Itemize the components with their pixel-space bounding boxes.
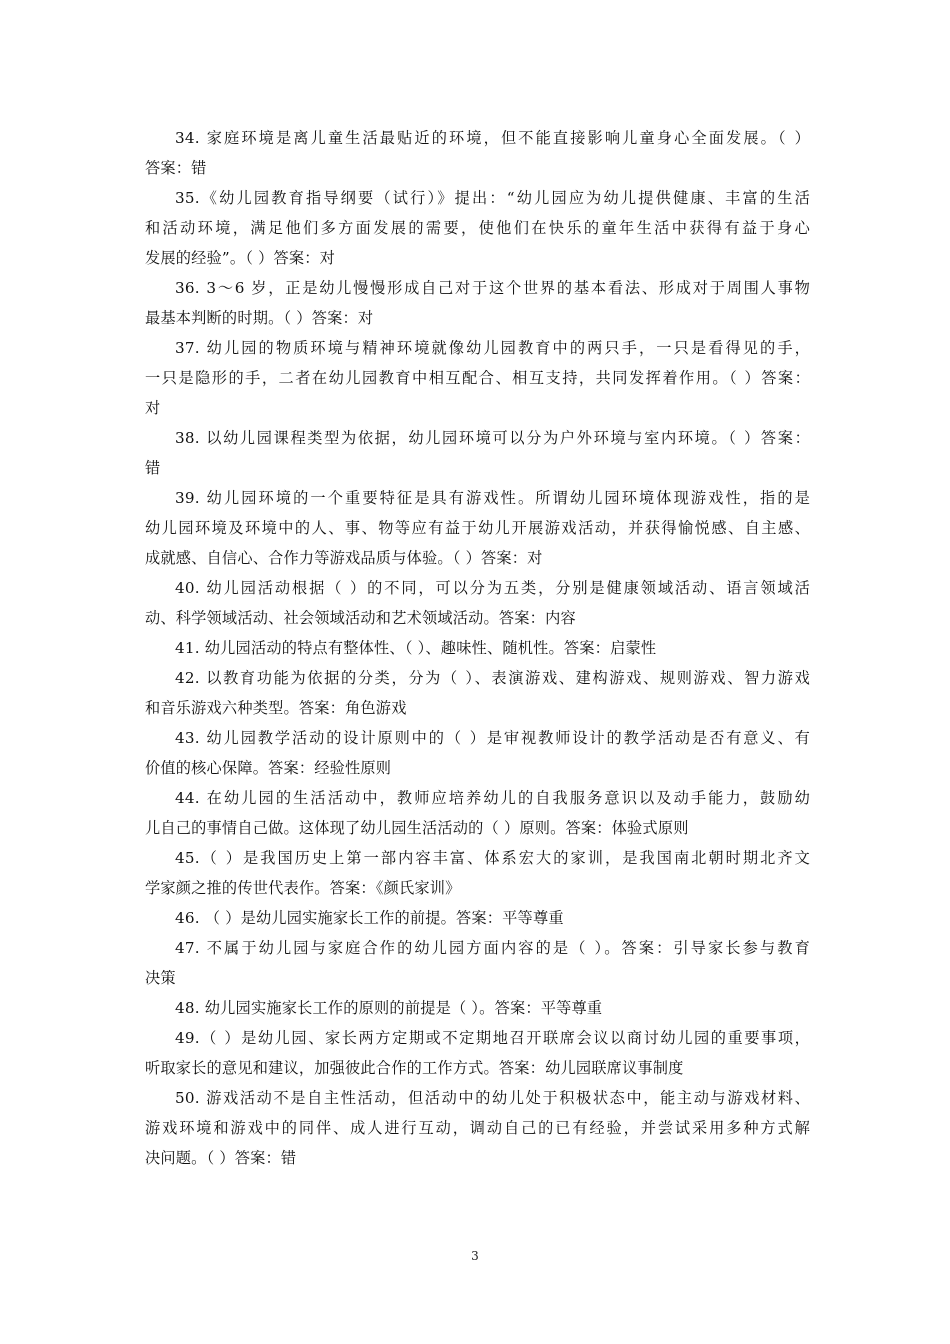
question-line: 46. （ ）是幼儿园实施家长工作的前提。答案：平等尊重 [175, 909, 564, 927]
question-line: 37. 幼儿园的物质环境与精神环境就像幼儿园教育中的两只手，一只是看得见的手， [175, 339, 810, 357]
question-line: 48. 幼儿园实施家长工作的原则的前提是（ ）。答案：平等尊重 [175, 999, 603, 1017]
question-line: 一只是隐形的手，二者在幼儿园教育中相互配合、相互支持，共同发挥着作用。（ ）答案： [145, 369, 810, 387]
question-line: 最基本判断的时期。（ ）答案：对 [145, 309, 374, 327]
question-line: 听取家长的意见和建议，加强彼此合作的工作方式。答案：幼儿园联席议事制度 [145, 1059, 684, 1077]
question-line: 50. 游戏活动不是自主性活动，但活动中的幼儿处于积极状态中，能主动与游戏材料、 [175, 1089, 810, 1107]
question-line: 40. 幼儿园活动根据（ ）的不同，可以分为五类，分别是健康领域活动、语言领域活 [175, 579, 810, 597]
question-line: 34. 家庭环境是离儿童生活最贴近的环境，但不能直接影响儿童身心全面发展。（ ） [175, 129, 810, 147]
question-item [145, 423, 810, 483]
question-item [145, 183, 810, 273]
question-item [145, 573, 810, 633]
question-line: 发展的经验”。（ ）答案：对 [145, 249, 336, 267]
question-item [145, 483, 810, 573]
question-line: 错 [145, 459, 161, 477]
question-line: 决问题。（ ）答案：错 [145, 1149, 297, 1167]
question-line: 38. 以幼儿园课程类型为依据，幼儿园环境可以分为户外环境与室内环境。（ ）答案： [175, 429, 810, 447]
question-item [145, 663, 810, 723]
question-line: 和活动环境，满足他们多方面发展的需要，使他们在快乐的童年生活中获得有益于身心 [145, 219, 810, 237]
question-line: 对 [145, 399, 161, 417]
question-item [145, 783, 810, 843]
question-line: 36. 3～6 岁，正是幼儿慢慢形成自己对于这个世界的基本看法、形成对于周围人事物 [175, 279, 810, 297]
question-list [145, 123, 810, 1173]
question-item [145, 843, 810, 903]
question-line: 44. 在幼儿园的生活活动中，教师应培养幼儿的自我服务意识以及动手能力，鼓励幼 [175, 789, 810, 807]
question-line: 45.（ ）是我国历史上第一部内容丰富、体系宏大的家训，是我国南北朝时期北齐文 [175, 849, 810, 867]
question-line: 和音乐游戏六种类型。答案：角色游戏 [145, 699, 407, 717]
question-line: 幼儿园环境及环境中的人、事、物等应有益于幼儿开展游戏活动，并获得愉悦感、自主感、 [145, 519, 810, 537]
question-line: 动、科学领域活动、社会领域活动和艺术领域活动。答案：内容 [145, 609, 576, 627]
question-item [145, 933, 810, 993]
question-line: 价值的核心保障。答案：经验性原则 [145, 759, 392, 777]
question-line: 43. 幼儿园教学活动的设计原则中的（ ）是审视教师设计的教学活动是否有意义、有 [175, 729, 810, 747]
question-line: 答案：错 [145, 159, 207, 177]
question-item [145, 273, 810, 333]
question-line: 41. 幼儿园活动的特点有整体性、（ ）、趣味性、随机性。答案：启蒙性 [175, 639, 657, 657]
question-line: 学家颜之推的传世代表作。答案：《颜氏家训》 [145, 879, 461, 897]
question-line: 成就感、自信心、合作力等游戏品质与体验。（ ）答案：对 [145, 549, 543, 567]
question-line: 35.《幼儿园教育指导纲要（试行）》提出：“幼儿园应为幼儿提供健康、丰富的生活 [175, 189, 810, 207]
question-item [145, 1083, 810, 1173]
question-line: 42. 以教育功能为依据的分类，分为（ ）、表演游戏、建构游戏、规则游戏、智力游戏 [175, 669, 810, 687]
question-line: 47. 不属于幼儿园与家庭合作的幼儿园方面内容的是（ ）。答案：引导家长参与教育 [175, 939, 810, 957]
question-line: 决策 [145, 969, 176, 987]
question-item [145, 723, 810, 783]
question-line: 儿自己的事情自己做。这体现了幼儿园生活活动的（ ）原则。答案：体验式原则 [145, 819, 689, 837]
page-number: 3 [471, 1249, 479, 1263]
question-line: 49.（ ）是幼儿园、家长两方定期或不定期地召开联席会议以商讨幼儿园的重要事项， [175, 1029, 810, 1047]
question-item [145, 903, 810, 933]
question-line: 游戏环境和游戏中的同伴、成人进行互动，调动自己的已有经验，并尝试采用多种方式解 [145, 1119, 810, 1137]
question-item [145, 1023, 810, 1083]
question-line: 39. 幼儿园环境的一个重要特征是具有游戏性。所谓幼儿园环境体现游戏性，指的是 [175, 489, 810, 507]
question-item [145, 123, 810, 183]
question-item [145, 993, 810, 1023]
question-item [145, 333, 810, 423]
question-item [145, 633, 810, 663]
